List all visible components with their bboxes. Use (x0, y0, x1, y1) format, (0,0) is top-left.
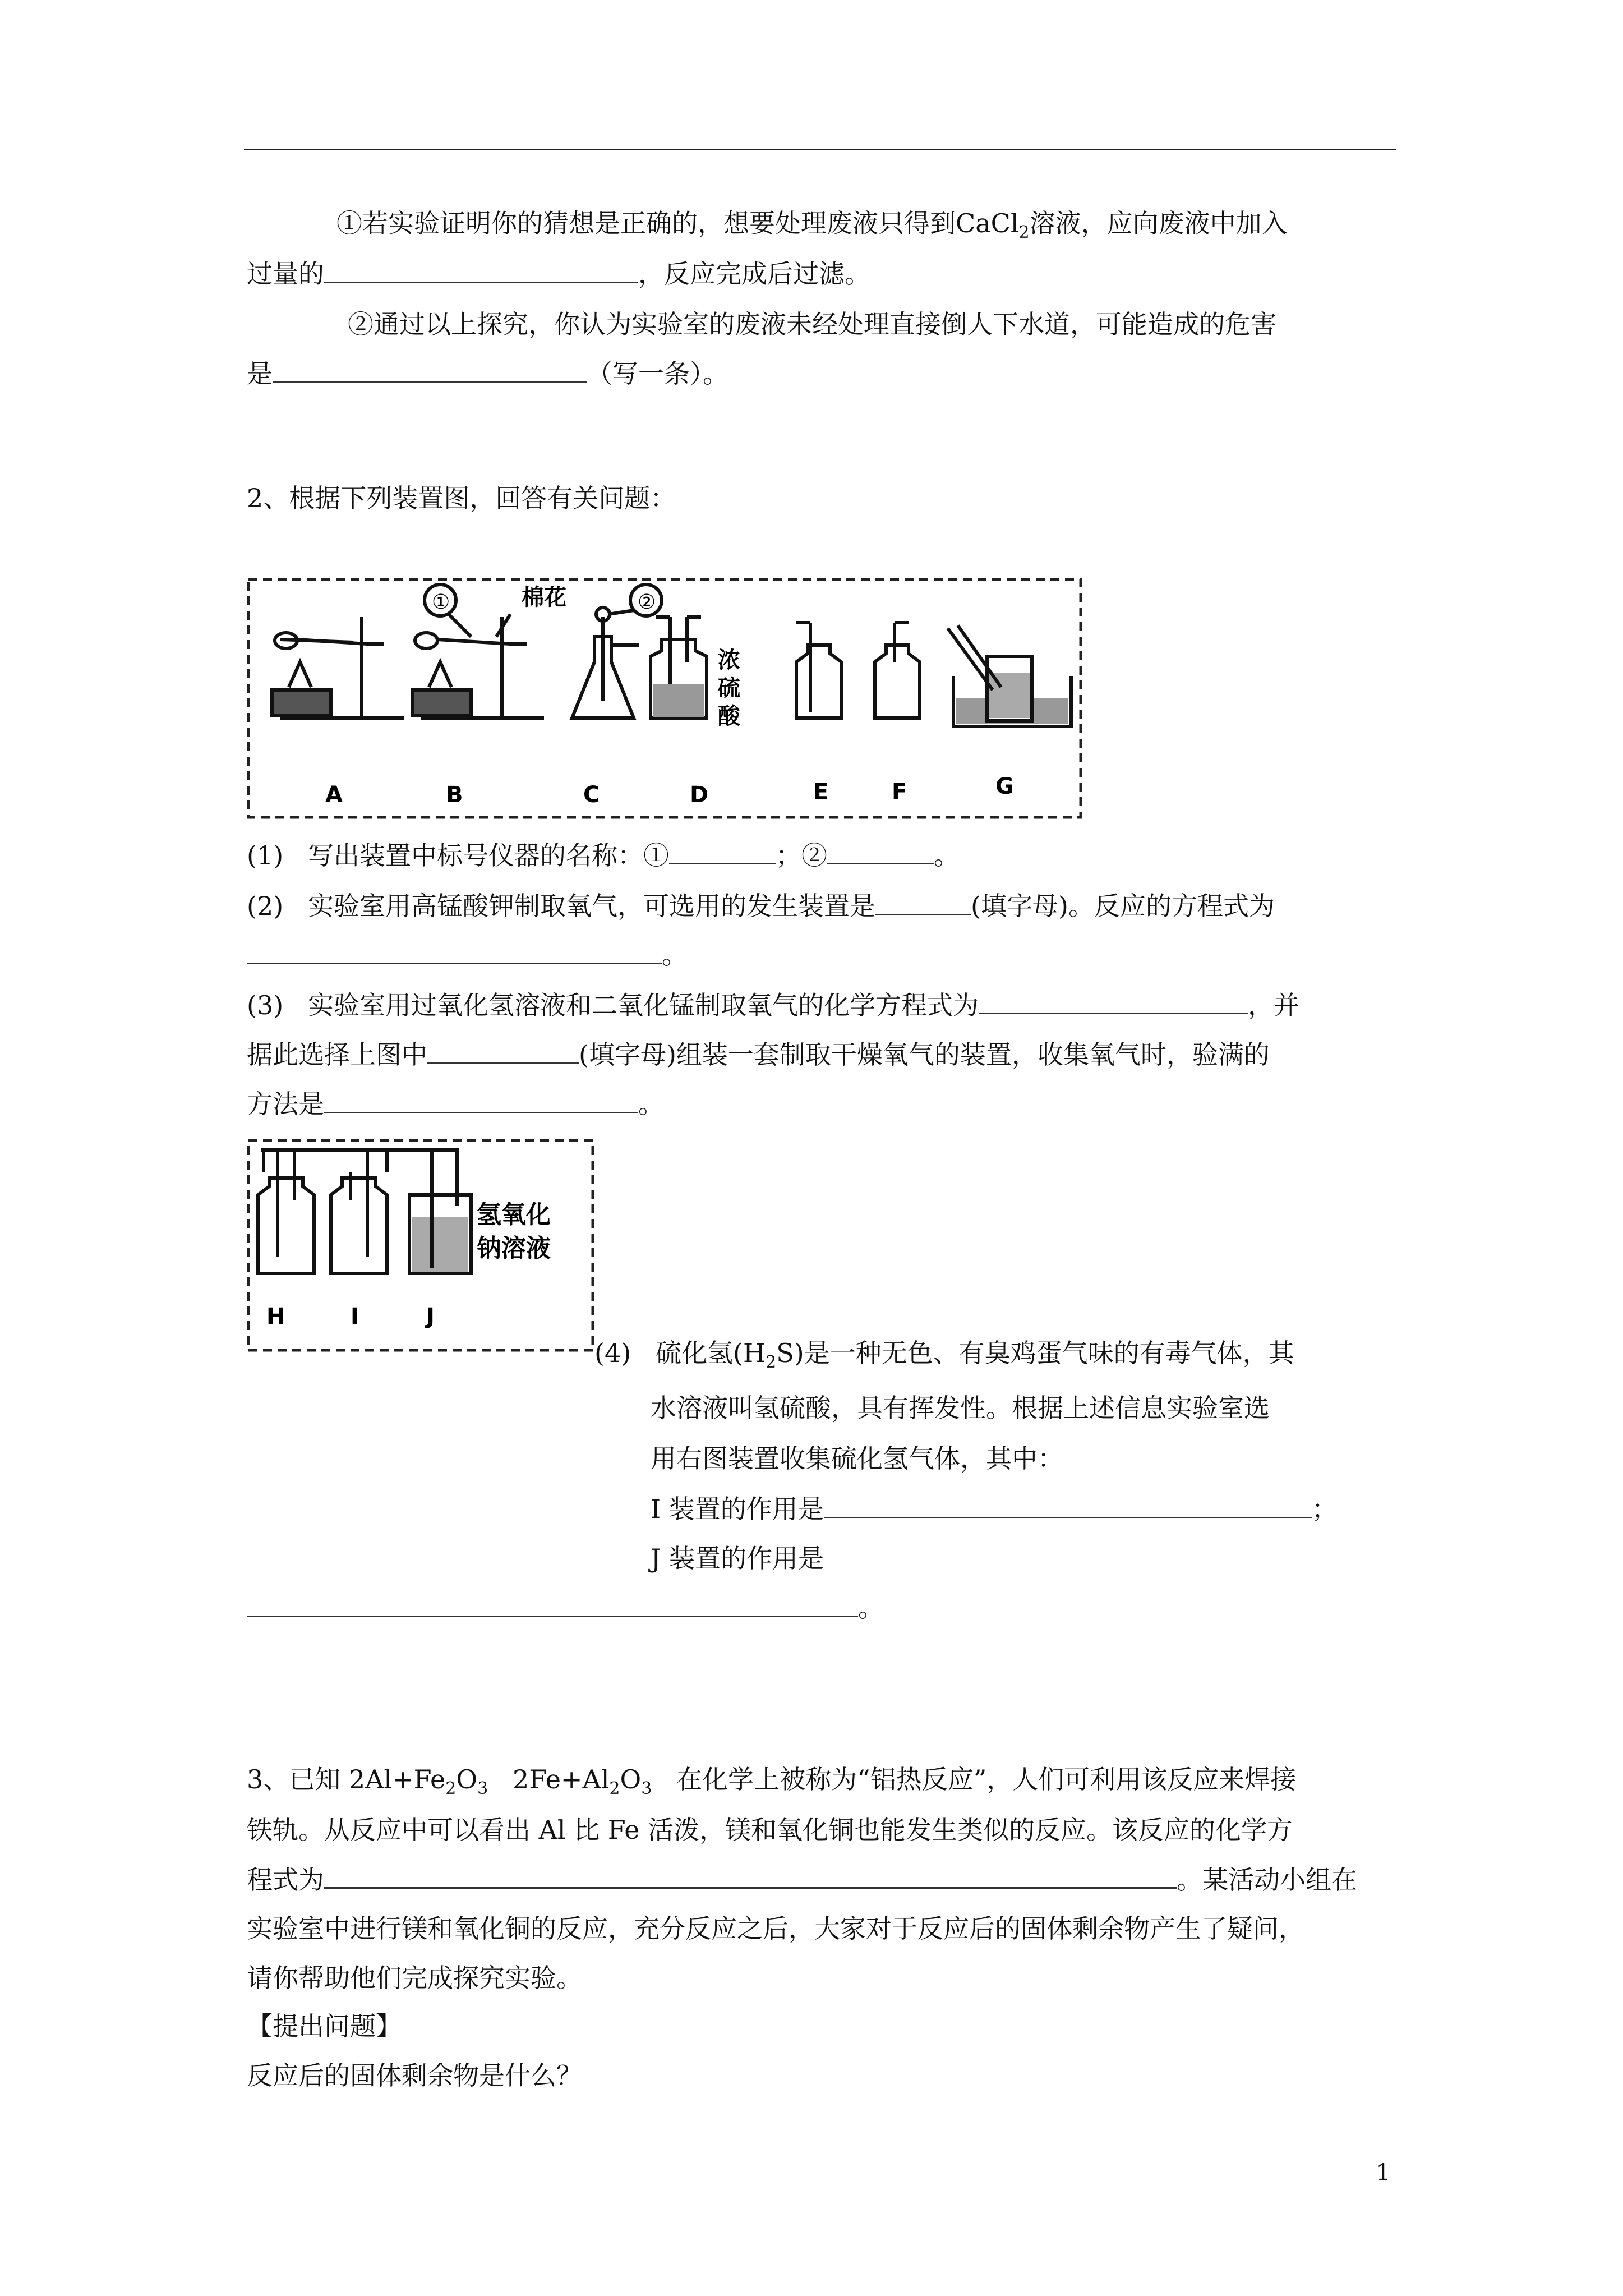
answer-blank[interactable] (875, 889, 971, 915)
q2-s4: (4) 硫化氢$(H_2S)$是一种无色、有臭鸡蛋气味的有毒气体，其 (594, 1338, 1294, 1373)
letter-B: B (446, 782, 463, 808)
answer-blank[interactable] (247, 1591, 858, 1617)
answer-blank[interactable] (324, 257, 638, 283)
answer-blank[interactable] (827, 839, 934, 864)
answer-blank[interactable] (979, 988, 1248, 1014)
q2-s3-line3: 方法是 。 (247, 1087, 664, 1121)
gas-collection-figure (247, 1139, 594, 1352)
q3-line4: 实验室中进行镁和氧化铜的反应，充分反应之后，大家对于反应后的固体剩余物产生了疑问， (247, 1913, 1304, 1944)
q2-s4-line5: J 装置的作用是 (651, 1543, 824, 1573)
q3-heading: 【提出问题】 (247, 2011, 402, 2041)
answer-blank[interactable] (247, 938, 662, 964)
q2-s4-line2: 水溶液叫氢硫酸，具有挥发性。根据上述信息实验室选 (651, 1393, 1270, 1423)
apparatus-diagram (247, 578, 1082, 819)
p1-line3: ②通过以上探究，你认为实验室的废液未经处理直接倒人下水道，可能造成的危害 (348, 309, 1276, 339)
label-mark2: ② (638, 591, 656, 614)
q2-s3: (3) 实验室用过氧化氢溶液和二氧化锰制取氧气的化学方程式为 ，并 (247, 988, 1299, 1022)
q2-s4-line4: I 装置的作用是 ； (651, 1492, 1338, 1526)
p1-line2: 过量的 ，反应完成后过滤。 (247, 257, 870, 291)
letter-H: H (266, 1304, 285, 1329)
answer-blank[interactable] (669, 839, 776, 864)
q2-s2-tail: 。 (247, 938, 688, 972)
label-cotton: 棉花 (522, 585, 566, 610)
q3-line2: 铁轨。从反应中可以看出 Al 比 Fe 活泼，镁和氧化铜也能发生类似的反应。该反应的化学方 (247, 1815, 1293, 1845)
q2-s1: (1) 写出装置中标号仪器的名称：① ；② 。 (247, 839, 960, 872)
header-rule (244, 149, 1396, 150)
q2-s2: (2) 实验室用高锰酸钾制取氧气，可选用的发生装置是 (填字母)。反应的方程式为 (247, 889, 1275, 923)
q2-s4-line6: 。 (247, 1591, 884, 1625)
page-number: 1 (1376, 2160, 1390, 2185)
letter-J: J (426, 1304, 435, 1329)
letter-F: F (892, 779, 907, 805)
letter-A: A (325, 782, 343, 808)
q3-question: 反应后的固体剩余物是什么？ (247, 2060, 582, 2091)
answer-blank[interactable] (427, 1038, 579, 1064)
p1-line1: ①若实验证明你的猜想是正确的，想要处理废液只得到CaCl$_2$溶液，应向废液中加入 (336, 208, 1288, 243)
label-naoh-2: 钠溶液 (477, 1234, 551, 1263)
answer-blank[interactable] (824, 1492, 1312, 1518)
letter-E: E (813, 779, 829, 805)
answer-blank[interactable] (324, 1087, 638, 1113)
letter-I: I (351, 1304, 359, 1329)
q3-line3: 程式为 。某活动小组在 (247, 1862, 1357, 1897)
letter-C: C (583, 782, 600, 808)
label-naoh-1: 氢氧化 (477, 1200, 551, 1229)
q2-s3-line2: 据此选择上图中 (填字母)组装一套制取干燥氧气的装置，收集氧气时，验满的 (247, 1038, 1270, 1071)
label-acid-2: 硫 (718, 675, 740, 701)
gas-collection-diagram (247, 1139, 594, 1352)
answer-blank[interactable] (324, 1862, 1177, 1889)
q3-line5: 请你帮助他们完成探究实验。 (247, 1963, 582, 1993)
q3-line1: 3、已知 $2Al+Fe_2O_3$ $2Fe+Al_2O_3$ 在化学上被称为“铝热反应”，人们可利用该反应来焊接 (247, 1764, 1297, 1799)
label-mark1: ① (432, 591, 450, 614)
apparatus-figure (247, 578, 1082, 819)
q2-s4-line3: 用右图装置收集硫化氢气体，其中： (651, 1443, 1063, 1474)
letter-D: D (690, 782, 709, 808)
label-acid-1: 浓 (718, 647, 740, 673)
p1-line4: 是 （写一条）。 (247, 357, 728, 390)
answer-blank[interactable] (273, 357, 587, 383)
letter-G: G (995, 774, 1014, 799)
q2-intro: 2、根据下列装置图，回答有关问题： (247, 483, 676, 513)
label-acid-3: 酸 (718, 703, 740, 729)
